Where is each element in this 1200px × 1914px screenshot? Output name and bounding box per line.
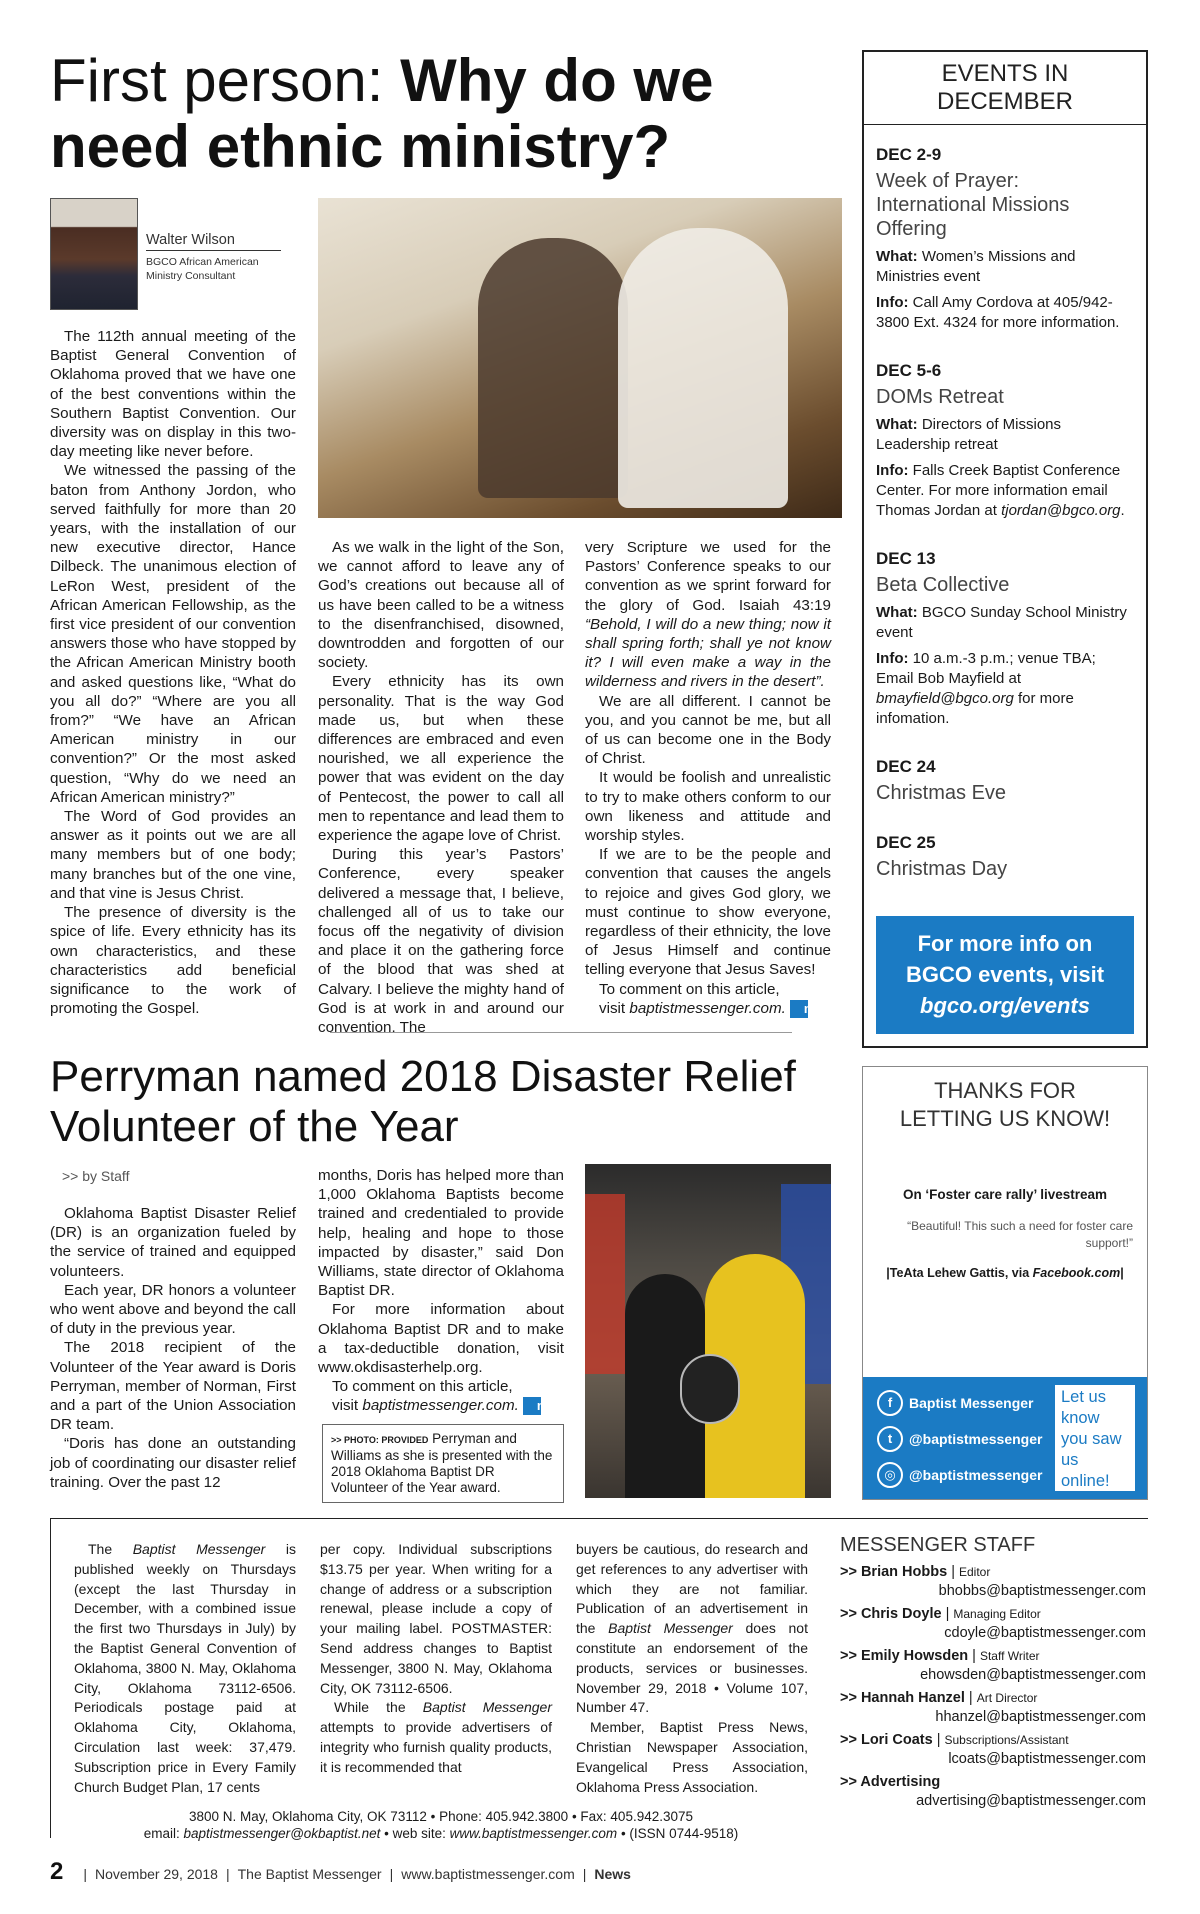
headline-bold-2: need ethnic ministry?	[50, 113, 671, 180]
info-text: Falls Creek Baptist Conference Center. For more information email Thomas Jordan at	[876, 462, 1121, 519]
a1c3-p0	[585, 538, 831, 692]
mh3a-italic: Baptist Messenger	[608, 1620, 733, 1637]
what-label: What:	[876, 416, 918, 433]
a2-comment	[318, 1377, 564, 1396]
staff-role: Editor	[959, 1565, 991, 1579]
facebook-icon: f	[877, 1390, 903, 1416]
a1c1-p3: The Word of God provides an answer as it points out we are all many members but of one body; many branches but of the one vine, and that vine is Jesus Christ.	[50, 808, 296, 902]
a1-comment	[585, 980, 831, 999]
info-end: .	[1120, 502, 1125, 519]
a2-byline: >> by Staff	[62, 1168, 130, 1184]
masthead-col1	[74, 1540, 296, 1797]
event-what	[876, 247, 1134, 287]
article1-col1	[50, 327, 296, 1018]
a2-comment-line: To comment on this article,	[332, 1378, 513, 1396]
event-item	[876, 757, 1134, 805]
a1c2-p3: During this year’s Pastors’ Conference, every speaker delivered a message that, I believe, challenged all of us to take our focus off the negativity of division and place it on the gathering force of the blood that was shed at Calvary. I believe the mighty hand of God is at work in and around our convention. The	[318, 846, 564, 1037]
article1-photo	[318, 198, 842, 518]
social-list	[877, 1385, 1047, 1493]
event-title: Week of Prayer: International Missions Offering	[876, 170, 1070, 240]
author-name: Walter Wilson	[146, 232, 281, 251]
staff-name: >> Hannah Hanzel	[840, 1690, 965, 1706]
mh1-rest: is published weekly on Thursdays (except the last Thursday in December, with a combined issue the first two Thursdays in July) by the Baptist General Convention of Oklahoma, 3800 N. May, Oklahoma City, Oklahoma 73112-6506. Periodicals postage paid at Oklahoma City, Oklahoma, Circulation last week: 37,479. Subscription price in Every Family Church Budget Plan, 17 cents	[74, 1541, 297, 1795]
thanks-heading: THANKS FOR LETTING US KNOW!	[899, 1078, 1111, 1131]
info-label: Info:	[876, 650, 909, 667]
info-label: Info:	[876, 294, 909, 311]
event-what	[876, 603, 1134, 643]
info-email[interactable]: bmayfield@bgco.org	[876, 690, 1014, 707]
email-web-line	[74, 1825, 808, 1842]
article2-col2	[318, 1166, 564, 1416]
a1c3-p3: If we are to be the people and convention that causes the angels to rejoice and gives God glory, we must continue to show everyone, regardless of their ethnicity, the love of Jesus Himself and continue telling everyone that Jesus Saves!	[585, 846, 831, 979]
footer-pub: The Baptist Messenger	[237, 1866, 382, 1882]
article2-col1	[50, 1204, 296, 1492]
promo-line2: BGCO events, visit	[905, 962, 1105, 987]
events-box	[862, 50, 1148, 1048]
attribution-post: |	[1120, 1266, 1124, 1280]
info-end: for more infomation.	[876, 690, 1074, 727]
what-text: Directors of Missions Leadership retreat	[876, 416, 1062, 453]
a2-comment-visit	[318, 1396, 564, 1415]
event-item	[876, 549, 1134, 729]
staff-member: >> Brian Hobbs | Editor bhobbs@baptistmessenger.com	[840, 1564, 1146, 1599]
thanks-quote: “Beautiful! This such a need for foster care support!”	[907, 1219, 1133, 1250]
thanks-box	[862, 1066, 1148, 1500]
author-photo	[50, 198, 138, 310]
staff-member: >> Chris Doyle | Managing Editor cdoyle@baptistmessenger.com	[840, 1606, 1146, 1641]
staff-name: >> Chris Doyle	[840, 1606, 942, 1622]
what-text: Women’s Missions and Ministries event	[876, 248, 1076, 285]
info-text: Call Amy Cordova at 405/942-3800 Ext. 4324 for more information.	[876, 294, 1120, 331]
instagram-handle: @baptistmessenger	[909, 1467, 1043, 1483]
staff-email[interactable]: lcoats@baptistmessenger.com	[948, 1751, 1146, 1767]
staff-email[interactable]: advertising@baptistmessenger.com	[916, 1793, 1146, 1809]
page-footer: 2 | November 29, 2018 | The Baptist Messenger | www.baptistmessenger.com | News	[50, 1858, 631, 1885]
mh1-italic: Baptist Messenger	[132, 1541, 266, 1557]
staff-name: >> Advertising	[840, 1774, 941, 1790]
event-date: DEC 13	[876, 549, 936, 568]
article2-headline	[50, 1052, 850, 1152]
masthead-contact	[74, 1808, 808, 1842]
twitter-icon: t	[877, 1426, 903, 1452]
award-plaque	[680, 1354, 740, 1424]
event-item	[876, 833, 1134, 881]
social-panel	[863, 1377, 1147, 1499]
what-label: What:	[876, 248, 918, 265]
a1c1-p4: The presence of diversity is the spice of life. Every ethnicity has its own characteristics, and these characteristics add beneficial significance to the work of promoting the Gospel.	[50, 904, 296, 1018]
page-number: 2	[50, 1858, 64, 1885]
staff-member: >> Emily Howsden | Staff Writer ehowsden@baptistmessenger.com	[840, 1648, 1146, 1683]
staff-panel	[840, 1534, 1146, 1811]
article-divider	[330, 1032, 792, 1033]
social-instagram[interactable]	[877, 1457, 1047, 1493]
mh2b-italic: Baptist Messenger	[422, 1699, 552, 1716]
a2c2-p1: months, Doris has helped more than 1,000 Oklahoma Baptists become trained and credentialed to provide help, healing and hope to those impacted by disaster,” said Don Williams, state director of Oklahoma Baptist DR.	[318, 1167, 564, 1300]
photo-flag-red	[585, 1194, 625, 1374]
article1-col2	[318, 538, 564, 1037]
event-item	[876, 361, 1134, 521]
social-twitter[interactable]	[877, 1421, 1047, 1457]
a2c1-p1: Oklahoma Baptist Disaster Relief (DR) is an organization fueled by the service of trained and equipped volunteers.	[50, 1205, 296, 1280]
staff-heading: MESSENGER STAFF	[840, 1534, 1036, 1556]
a1c2-p2: Every ethnicity has its own personality. That is the way God made us, but when these differences are embraced and even nourished, we all experience the power that was evident on the day of Pentecost, the power to call all men to repentance and lead them to experience the agape love of Christ.	[318, 673, 564, 845]
caption-text: Perryman and Williams as she is presented with the 2018 Oklahoma Baptist DR Volunteer of the Year award.	[331, 1431, 553, 1495]
a1c1-p1: The 112th annual meeting of the Baptist General Convention of Oklahoma proved that we have one of the best conventions within the Southern Baptist Convention. Our diversity was on display in this two-day meeting like never before.	[50, 328, 296, 461]
address-line: 3800 N. May, Oklahoma City, OK 73112 • Phone: 405.942.3800 • Fax: 405.942.3075	[188, 1809, 694, 1824]
event-title: Christmas Eve	[876, 782, 1007, 804]
events-list	[876, 145, 1134, 881]
what-text: BGCO Sunday School Ministry event	[876, 604, 1127, 641]
staff-role: Managing Editor	[953, 1607, 1041, 1621]
event-date: DEC 24	[876, 757, 936, 776]
article2-photo	[585, 1164, 831, 1498]
promo-line3: bgco.org/events	[920, 993, 1090, 1018]
messenger-logo-icon: m	[790, 1000, 808, 1018]
footer-date: November 29, 2018	[95, 1866, 218, 1882]
event-date: DEC 25	[876, 833, 936, 852]
staff-member	[840, 1773, 1146, 1811]
mh3a-rest: does not constitute an endorsement of the products, services or businesses. November 29, 2018 • Volume 107, Number 47.	[576, 1620, 808, 1716]
masthead-rule	[50, 1518, 1148, 1519]
event-date: DEC 5-6	[876, 361, 942, 380]
staff-email[interactable]: hhanzel@baptistmessenger.com	[935, 1709, 1146, 1725]
staff-role: Art Director	[976, 1691, 1038, 1705]
events-heading: EVENTS IN DECEMBER	[936, 60, 1074, 115]
event-item	[876, 145, 1134, 333]
event-what	[876, 415, 1134, 455]
facebook-handle: Baptist Messenger	[909, 1395, 1034, 1411]
thanks-subhead: On ‘Foster care rally’ livestream	[902, 1187, 1108, 1202]
staff-email[interactable]: ehowsden@baptistmessenger.com	[920, 1667, 1146, 1683]
event-title: Christmas Day	[876, 858, 1008, 880]
staff-name: >> Lori Coats	[840, 1732, 933, 1748]
a2c1-p2: Each year, DR honors a volunteer who went above and beyond the call of duty in the previous year.	[50, 1281, 296, 1338]
a2-visit-label: visit	[332, 1397, 363, 1415]
masthead-p1	[74, 1540, 296, 1797]
footer-site[interactable]: www.baptistmessenger.com	[401, 1866, 575, 1882]
photo-figure-woman	[618, 228, 788, 508]
what-label: What:	[876, 604, 918, 621]
masthead-p2b	[320, 1698, 552, 1777]
masthead-left-rule	[50, 1518, 51, 1838]
caption-label: >> PHOTO: PROVIDED	[331, 1435, 429, 1445]
article1-col3	[585, 538, 831, 1018]
event-info	[876, 461, 1134, 521]
issn: • (ISSN 0744-9518)	[617, 1826, 739, 1841]
mh2b-rest: attempts to provide advertisers of integrity who furnish quality products, it is recommended that	[320, 1719, 552, 1775]
info-email[interactable]: tjordan@bgco.org	[1001, 502, 1121, 519]
mh3-b: Member, Baptist Press News, Christian Newspaper Association, Evangelical Press Association, Oklahoma Press Association.	[576, 1719, 808, 1795]
a1-comment-visit	[585, 999, 831, 1018]
a2c2-p2: For more information about Oklahoma Baptist DR and to make a tax-deductible donation, visit www.okdisasterhelp.org.	[318, 1301, 564, 1377]
social-facebook[interactable]	[877, 1385, 1047, 1421]
a1c3-intro: very Scripture we used for the Pastors’ Conference speaks to our convention as we sprint forward for the glory of God. Isaiah 43:19	[585, 539, 831, 614]
info-text: 10 a.m.-3 p.m.; venue TBA; Email Bob Mayfield at	[876, 650, 1096, 687]
let-us-know-box: Let us know you saw us online!	[1055, 1385, 1135, 1491]
photo-figure-man	[478, 238, 628, 498]
a1c3-p1: We are all different. I cannot be you, and you cannot be me, but all of us can become one in the Body of Christ.	[585, 692, 831, 768]
email-pre: email:	[143, 1826, 184, 1841]
masthead-col3	[576, 1540, 808, 1797]
thanks-attribution	[863, 1266, 1147, 1280]
event-info	[876, 293, 1134, 333]
headline-light: First person:	[50, 47, 401, 114]
a1-visit-label: visit	[599, 999, 630, 1017]
web-link[interactable]: www.baptistmessenger.com	[449, 1826, 618, 1841]
staff-email[interactable]: bhobbs@baptistmessenger.com	[938, 1583, 1146, 1599]
a1c2-p1: As we walk in the light of the Son, we cannot afford to leave any of God’s creations out because all of us have been called to be a witness to the disenfranchised, disowned, downtrodden and forgotten of our society.	[318, 539, 564, 672]
article1-headline	[50, 48, 840, 180]
a2c1-p4: “Doris has done an outstanding job of coordinating our disaster relief training. Over the past 12	[50, 1435, 296, 1491]
messenger-logo-icon: m	[523, 1397, 541, 1415]
promo-line1: For more info on	[917, 931, 1093, 956]
email-link[interactable]: baptistmessenger@okbaptist.net	[183, 1826, 381, 1841]
attribution-source: Facebook.com	[1032, 1266, 1121, 1280]
attribution-pre: |TeAta Lehew Gattis, via	[886, 1266, 1033, 1280]
a2-headline-1: Perryman named 2018 Disaster Relief	[50, 1052, 796, 1101]
staff-member: >> Hannah Hanzel | Art Director hhanzel@baptistmessenger.com	[840, 1690, 1146, 1725]
staff-role: Subscriptions/Assistant	[944, 1733, 1069, 1747]
a1c3-p2: It would be foolish and unrealistic to try to make others conform to our own likeness and attitude and worship styles.	[585, 769, 831, 845]
headline-bold-1: Why do we	[400, 47, 714, 114]
web-pre: • web site:	[380, 1826, 450, 1841]
event-date: DEC 2-9	[876, 145, 942, 164]
mh1-pre: The	[88, 1541, 133, 1557]
footer-section: News	[594, 1866, 631, 1882]
author-title: BGCO African American Ministry Consultant	[146, 256, 259, 282]
event-info	[876, 649, 1134, 729]
mh2-a: per copy. Individual subscriptions $13.75 per year. When writing for a change of address or a subscription renewal, please include a copy of your mailing label. POSTMASTER: Send address changes to Baptist Messenger, 3800 N. May, Oklahoma City, OK 73112-6506.	[320, 1541, 552, 1696]
staff-role: Staff Writer	[979, 1649, 1040, 1663]
mh3a-pre: buyers be cautious, do research and get references to any advertiser with which they are not familiar. Publication of an advertisement in the	[576, 1541, 808, 1637]
a2c1-p3: The 2018 recipient of the Volunteer of the Year award is Doris Perryman, member of Norman, First and a part of the Union Association DR team.	[50, 1339, 296, 1434]
event-title: Beta Collective	[876, 574, 1010, 596]
a1c3-quote: “Behold, I will do a new thing; now it shall spring forth; shall ye not know it? I will even make a way in the wilderness and rivers in the desert”.	[585, 615, 831, 691]
staff-name: >> Emily Howsden	[840, 1648, 969, 1664]
masthead-col2	[320, 1540, 552, 1778]
a1-comment-url[interactable]: baptistmessenger.com.	[629, 999, 786, 1017]
a2-comment-url[interactable]: baptistmessenger.com.	[362, 1397, 519, 1415]
photo-caption-box	[322, 1424, 564, 1503]
info-label: Info:	[876, 462, 909, 479]
twitter-handle: @baptistmessenger	[909, 1431, 1043, 1447]
staff-name: >> Brian Hobbs	[840, 1564, 948, 1580]
instagram-icon: ◎	[877, 1462, 903, 1488]
staff-member: >> Lori Coats | Subscriptions/Assistant lcoats@baptistmessenger.com	[840, 1732, 1146, 1767]
event-title: DOMs Retreat	[876, 386, 1004, 408]
a1c1-p2: We witnessed the passing of the baton from Anthony Jordon, who served faithfully for more than 20 years, with the installation of our new executive director, Hance Dilbeck. The unanimous election of LeRon West, president of the African American Fellowship, as the first vice president of our convention answers those who have stopped by the African American Ministry booth and asked questions like, “What do you all do?” “Where are you all from?” “We have an African American ministry in our convention?” Or the most asked question, “Why do we need an African American ministry?”	[50, 462, 296, 806]
a2-headline-2: Volunteer of the Year	[50, 1102, 459, 1151]
events-promo-button[interactable]	[876, 916, 1134, 1034]
mh2b-pre: While the	[334, 1699, 423, 1716]
a1-comment-line: To comment on this article,	[599, 980, 780, 998]
masthead-p3a	[576, 1540, 808, 1718]
staff-email[interactable]: cdoyle@baptistmessenger.com	[944, 1625, 1146, 1641]
